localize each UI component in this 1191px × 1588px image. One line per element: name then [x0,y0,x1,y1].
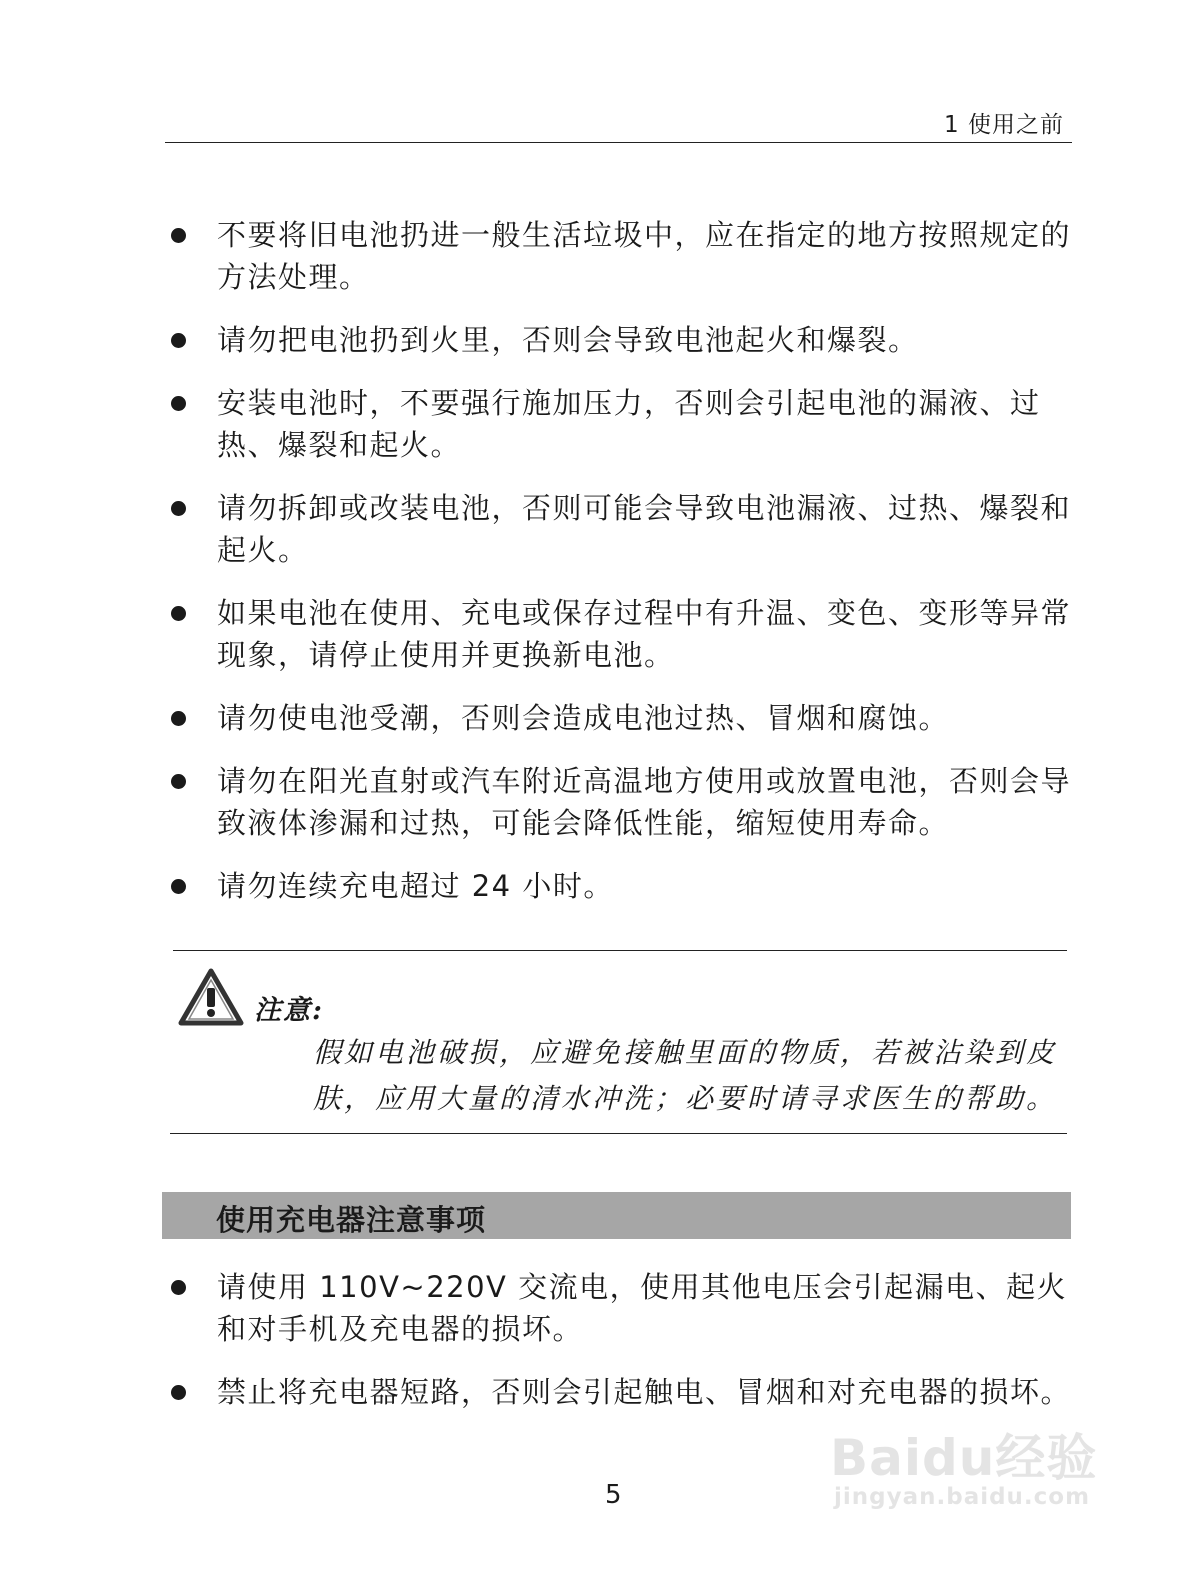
warning-triangle-icon [178,968,244,1026]
list-item [165,760,1072,844]
page-number: 5 [605,1480,622,1510]
bullet-icon [171,1385,186,1400]
list-item [165,382,1072,466]
list-item-text: 请勿在阳光直射或汽车附近高温地方使用或放置电池，否则会导致液体渗漏和过热，可能会降低性能，缩短使用寿命。 [217,764,1072,840]
list-item [165,214,1072,298]
caution-body: 假如电池破损，应避免接触里面的物质，若被沾染到皮肤，应用大量的清水冲洗；必要时请寻求医生的帮助。 [313,1036,1058,1115]
section-title: 使用充电器注意事项 [216,1203,487,1237]
list-item-text: 请勿使电池受潮，否则会造成电池过热、冒烟和腐蚀。 [217,701,950,735]
list-item [165,697,1072,739]
list-item-text: 如果电池在使用、充电或保存过程中有升温、变色、变形等异常现象，请停止使用并更换新电池。 [217,596,1072,672]
bullet-icon [171,228,186,243]
list-item-text: 禁止将充电器短路，否则会引起触电、冒烟和对充电器的损坏。 [217,1375,1072,1409]
list-item [165,1371,1072,1413]
page-header [165,100,1072,143]
caution-bottom-divider [170,1133,1067,1134]
section-header-bar [162,1192,1071,1239]
charger-notes-list [165,1266,1072,1434]
watermark-logo: Baidu经验 [830,1429,1098,1487]
list-item-text: 请勿拆卸或改装电池，否则可能会导致电池漏液、过热、爆裂和起火。 [217,491,1072,567]
bullet-icon [171,711,186,726]
bullet-icon [171,879,186,894]
bullet-icon [171,774,186,789]
chapter-title: 1 使用之前 [944,112,1064,138]
list-item-text: 不要将旧电池扔进一般生活垃圾中，应在指定的地方按照规定的方法处理。 [217,218,1072,294]
battery-notes-list [165,214,1072,928]
bullet-icon [171,396,186,411]
list-item [165,487,1072,571]
list-item [165,592,1072,676]
list-item-text: 请勿连续充电超过 24 小时。 [217,869,614,903]
bullet-icon [171,1280,186,1295]
caution-top-divider [173,950,1067,951]
bullet-icon [171,501,186,516]
bullet-icon [171,333,186,348]
list-item-text: 请使用 110V~220V 交流电，使用其他电压会引起漏电、起火和对手机及充电器的损坏。 [217,1270,1068,1346]
list-item [165,865,1072,907]
list-item-text: 请勿把电池扔到火里，否则会导致电池起火和爆裂。 [217,323,919,357]
baidu-watermark [830,1418,1120,1518]
caution-title: 注意: [254,995,324,1026]
list-item [165,1266,1072,1350]
list-item-text: 安装电池时，不要强行施加压力，否则会引起电池的漏液、过热、爆裂和起火。 [217,386,1041,462]
watermark-url: jingyan.baidu.com [834,1484,1091,1510]
list-item [165,319,1072,361]
bullet-icon [171,606,186,621]
